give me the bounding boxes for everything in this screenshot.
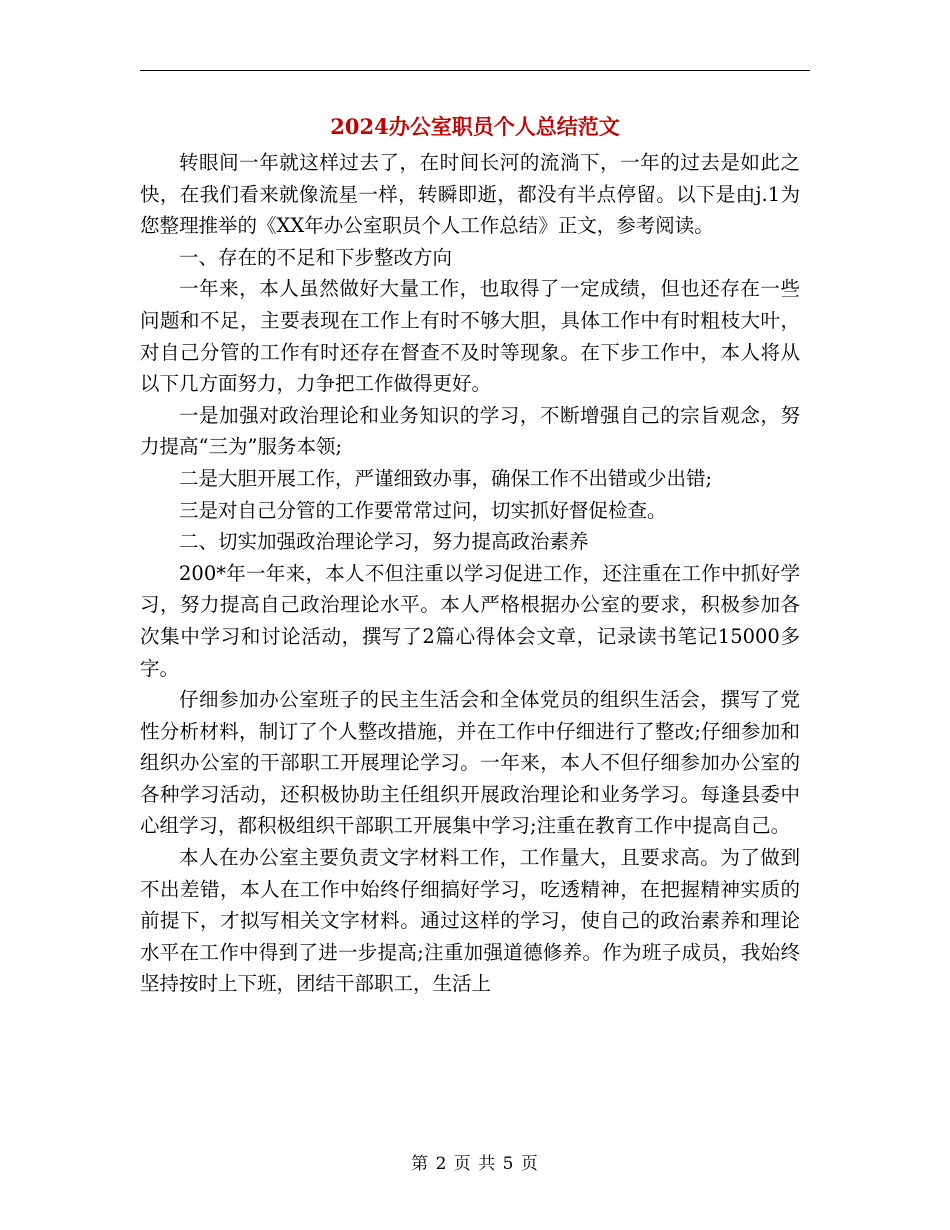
paragraph: 200*年一年来，本人不但注重以学习促进工作，还注重在工作中抓好学习，努力提高自己政治理论水平。本人严格根据办公室的要求，积极参加各次集中学习和讨论活动，撰写了2篇心得体会文章，记录读书笔记15000多字。	[140, 561, 800, 680]
paragraph: 一年来，本人虽然做好大量工作，也取得了一定成绩，但也还存在一些问题和不足，主要表现在工作上有时不够大胆，具体工作中有时粗枝大叶，对自己分管的工作有时还存在督查不及时等现象。在下步工作中，本人将从以下几方面努力，力争把工作做得更好。	[140, 277, 800, 396]
footer-prefix: 第	[411, 1154, 430, 1174]
header-rule	[140, 70, 810, 71]
document-body	[140, 147, 800, 1000]
current-page-number: 2	[435, 1154, 448, 1174]
page-number-footer	[140, 1152, 810, 1176]
footer-suffix: 页	[520, 1154, 539, 1174]
document-title: 2024办公室职员个人总结范文	[330, 114, 620, 139]
section-heading-1: 一、存在的不足和下步整改方向	[179, 245, 453, 269]
footer-mid: 页 共	[453, 1154, 497, 1174]
section-heading-2: 二、切实加强政治理论学习，努力提高政治素养	[179, 530, 589, 554]
paragraph: 一是加强对政治理论和业务知识的学习，不断增强自己的宗旨观念，努力提高“三为”服务本领;	[140, 403, 800, 459]
paragraph: 本人在办公室主要负责文字材料工作，工作量大，且要求高。为了做到不出差错，本人在工作中始终仔细搞好学习，吃透精神，在把握精神实质的前提下，才拟写相关文字材料。通过这样的学习，使自己的政治素养和理论水平在工作中得到了进一步提高;注重加强道德修养。作为班子成员，我始终坚持按时上下班，团结干部职工，生活上	[140, 846, 800, 996]
paragraph-intro: 转眼间一年就这样过去了，在时间长河的流淌下，一年的过去是如此之快，在我们看来就像流星一样，转瞬即逝，都没有半点停留。以下是由j.1为您整理推举的《XX年办公室职员个人工作总结》正文，参考阅读。	[140, 151, 800, 238]
paragraph: 三是对自己分管的工作要常常过问，切实抓好督促检查。	[179, 498, 667, 522]
paragraph: 二是大胆开展工作，严谨细致办事，确保工作不出错或少出错;	[179, 466, 713, 490]
paragraph: 仔细参加办公室班子的民主生活会和全体党员的组织生活会，撰写了党性分析材料，制订了个人整改措施，并在工作中仔细进行了整改;仔细参加和组织办公室的干部职工开展理论学习。一年来，本人不但仔细参加办公室的各种学习活动，还积极协助主任组织开展政治理论和业务学习。每逢县委中心组学习，都积极组织干部职工开展集中学习;注重在教育工作中提高自己。	[140, 688, 800, 838]
total-page-count: 5	[502, 1154, 515, 1174]
